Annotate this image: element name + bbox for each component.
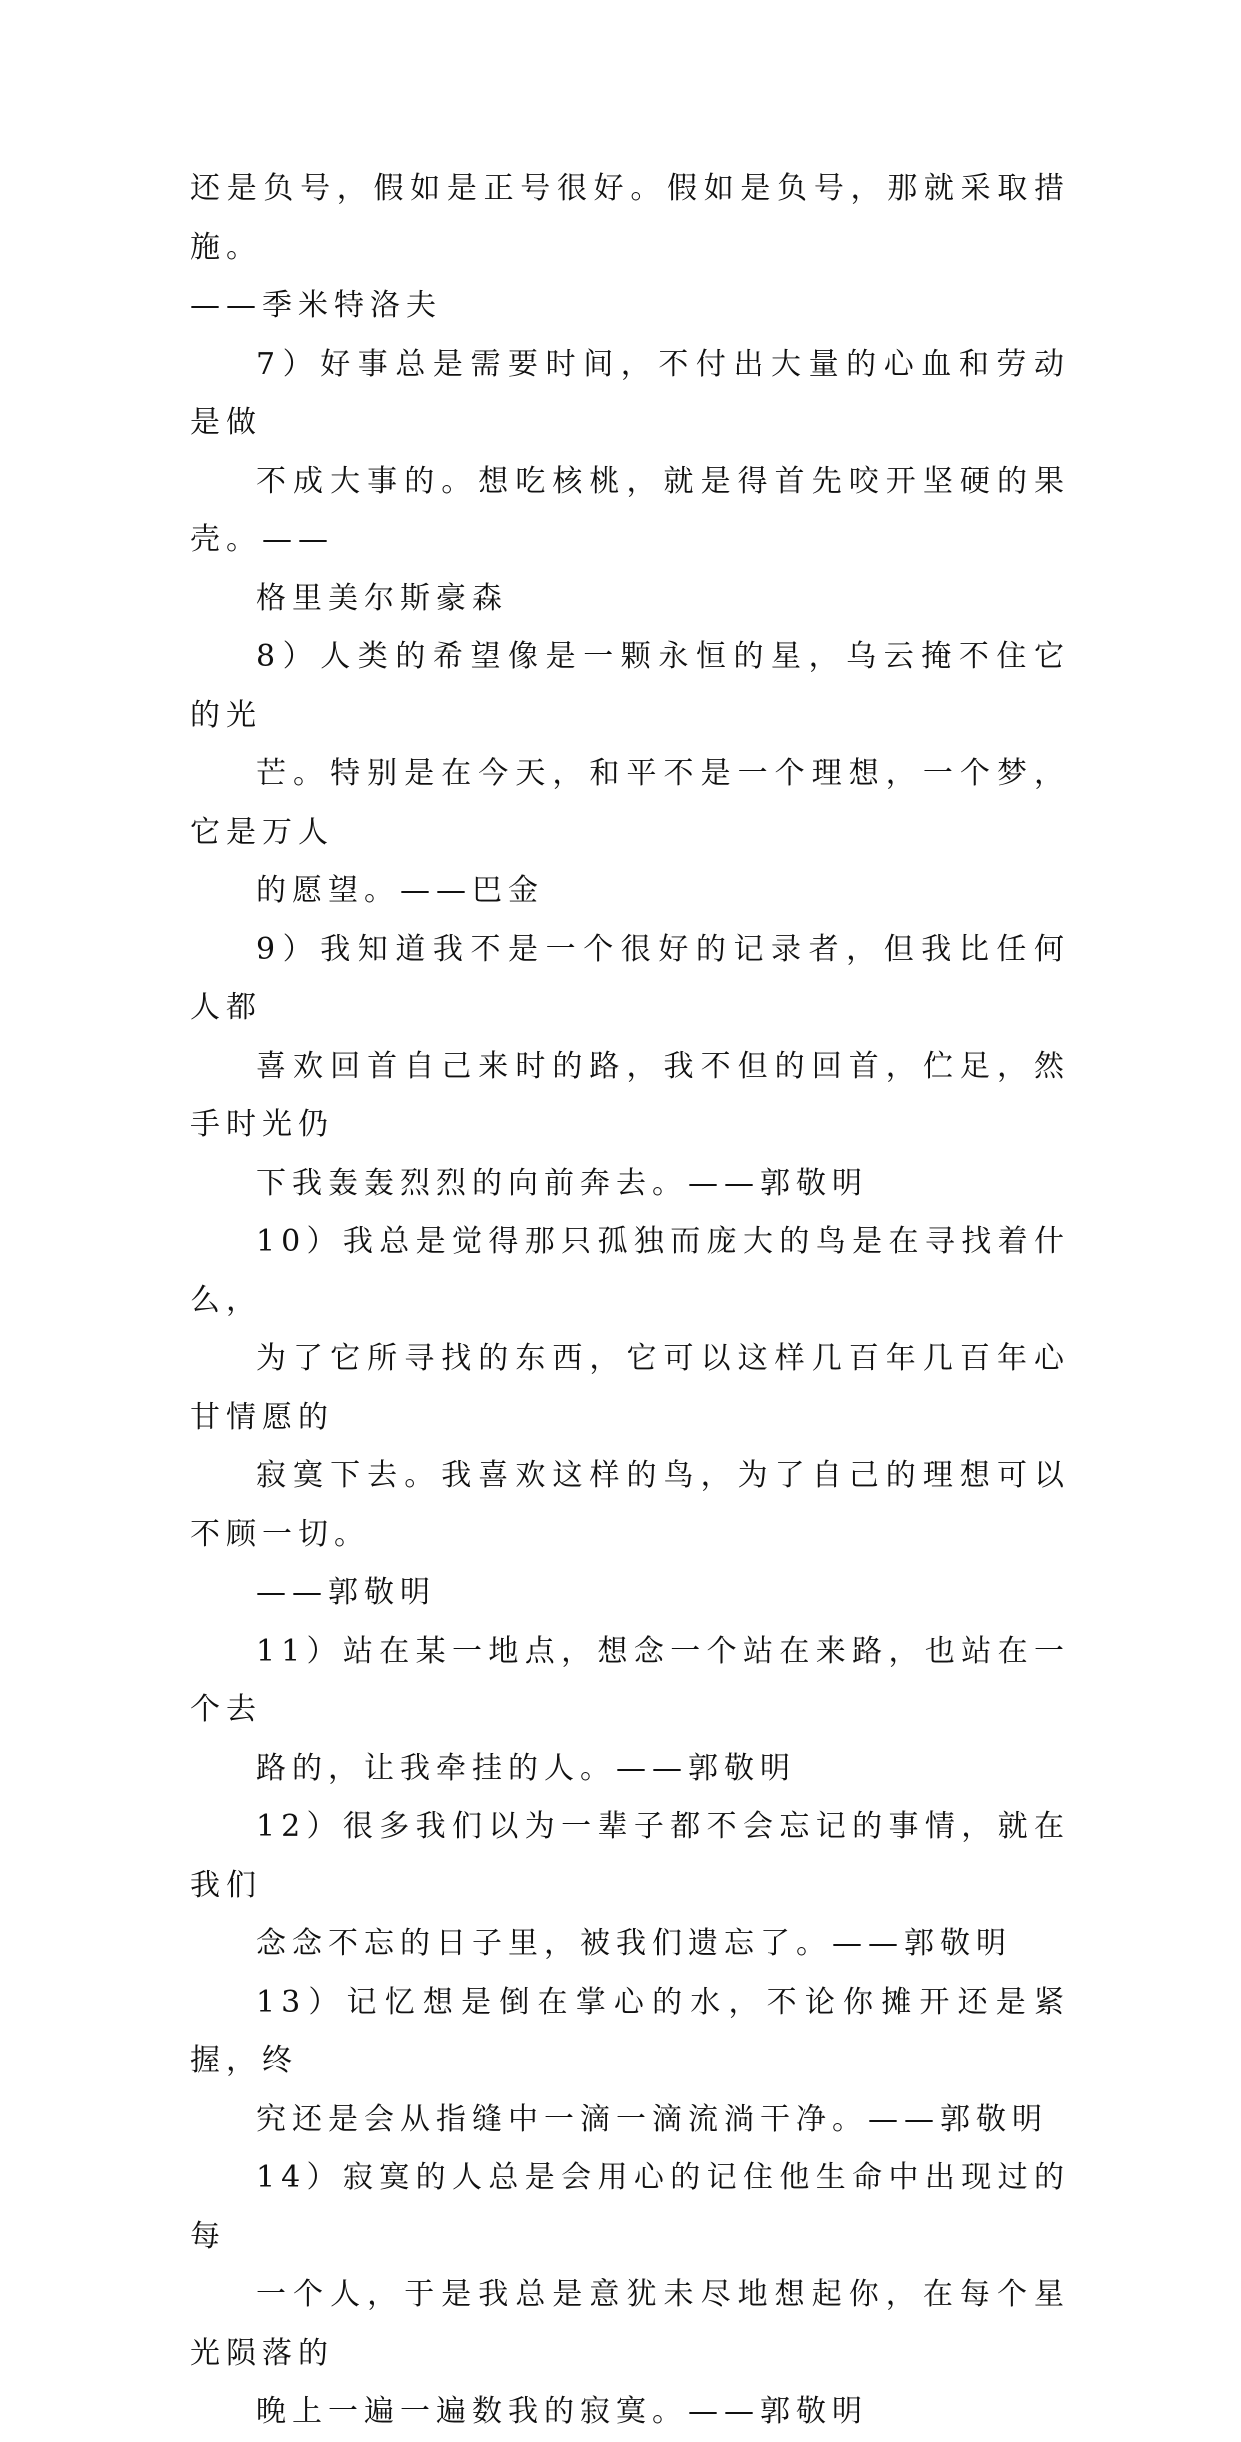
paragraph-11 — [190, 1623, 1070, 1799]
text-line: ——季米特洛夫 — [190, 288, 442, 323]
text-line: 念念不忘的日子里，被我们遗忘了。——郭敬明 — [256, 1926, 1012, 1961]
text-line: 下我轰轰烈烈的向前奔去。——郭敬明 — [256, 1165, 868, 1201]
text-line: 10）我总是觉得那只孤独而庞大的鸟是在寻找着什么， — [190, 1224, 1070, 1318]
paragraph-6-continuation — [190, 160, 1070, 336]
text-line: 寂寞下去。我喜欢这样的鸟，为了自己的理想可以不顾一切。 — [190, 1458, 1070, 1552]
text-line: 8）人类的希望像是一颗永恒的星，乌云掩不住它的光 — [190, 639, 1070, 733]
paragraph-9 — [190, 921, 1070, 1214]
text-line: 7）好事总是需要时间，不付出大量的心血和劳动是做 — [190, 346, 1070, 440]
text-line: 还是负号，假如是正号很好。假如是负号，那就采取措施。 — [190, 171, 1070, 265]
text-line: 11）站在某一地点，想念一个站在来路，也站在一个去 — [190, 1633, 1070, 1727]
paragraph-13 — [190, 1974, 1070, 2150]
text-line: 的愿望。——巴金 — [256, 873, 544, 908]
text-line: 格里美尔斯豪森 — [256, 580, 508, 616]
paragraph-8 — [190, 628, 1070, 921]
text-line: 9）我知道我不是一个很好的记录者，但我比任何人都 — [190, 931, 1070, 1025]
text-line: 为了它所寻找的东西，它可以这样几百年几百年心甘情愿的 — [190, 1341, 1070, 1435]
paragraph-10 — [190, 1213, 1070, 1623]
text-line: 究还是会从指缝中一滴一滴流淌干净。——郭敬明 — [256, 2101, 1048, 2137]
paragraph-12 — [190, 1798, 1070, 1974]
text-line: 14）寂寞的人总是会用心的记住他生命中出现过的每 — [190, 2160, 1070, 2254]
text-line: 13）记忆想是倒在掌心的水，不论你摊开还是紧握，终 — [190, 1984, 1070, 2078]
text-line: 晚上一遍一遍数我的寂寞。——郭敬明 — [256, 2394, 868, 2429]
text-line: 路的，让我牵挂的人。——郭敬明 — [256, 1750, 796, 1786]
text-line: 不成大事的。想吃核桃，就是得首先咬开坚硬的果壳。—— — [190, 463, 1070, 557]
text-line: 芒。特别是在今天，和平不是一个理想，一个梦，它是万人 — [190, 756, 1070, 850]
text-line: ——郭敬明 — [256, 1575, 436, 1610]
text-line: 喜欢回首自己来时的路，我不但的回首，伫足，然手时光仍 — [190, 1048, 1070, 1142]
text-line: 一个人，于是我总是意犹未尽地想起你，在每个星光陨落的 — [190, 2277, 1070, 2371]
paragraph-7 — [190, 336, 1070, 629]
paragraph-14 — [190, 2149, 1070, 2442]
document-body — [190, 160, 1070, 2442]
text-line: 12）很多我们以为一辈子都不会忘记的事情，就在我们 — [190, 1809, 1070, 1903]
